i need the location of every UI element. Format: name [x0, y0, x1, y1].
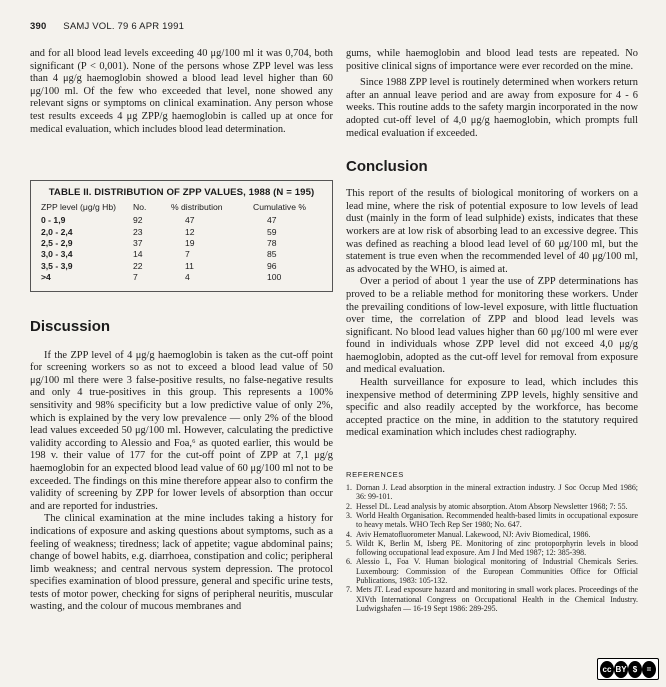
table-cell: 11 — [185, 260, 194, 271]
conclusion-paragraph-3: Health surveillance for exposure to lead, which includes this inexpensive method of determining ZPP levels, highly sensitive and specific and also readily accepted by the workforce, has become accepted practice on the mine, in addition to the statutory required medical examination which includes chest radiography. — [346, 377, 638, 439]
cc-icon: cc — [600, 661, 614, 678]
right-column — [346, 48, 638, 613]
table-row — [41, 272, 322, 283]
table-cell: 100 — [267, 272, 282, 283]
table-cell: 2,0 - 2,4 — [41, 226, 73, 237]
table-cell: 19 — [185, 237, 195, 248]
conclusion-paragraph-2: Over a period of about 1 year the use of ZPP determinations has proved to be a reliable method for monitoring these workers. Under the prevailing conditions of low-level exposure, with little fluctuation over time, the correlation of ZPP and blood lead levels was significant. No blood lead values higher than 60 μg/100 ml were ever found in individuals whose ZPP level did not exceed 4,0 μg/g haemoglobin, adopted as the cut-off level for removal from exposure and medical evaluation. — [346, 276, 638, 376]
table-cell: 12 — [185, 226, 195, 237]
table-row — [41, 238, 322, 249]
journal-citation: SAMJ VOL. 79 6 APR 1991 — [63, 21, 185, 32]
reference-item: 4. Aviv Hematofluorometer Manual. Lakewood, NJ: Aviv Biomedical, 1986. — [346, 529, 591, 539]
discussion-heading: Discussion — [30, 317, 111, 335]
table-cell: 14 — [133, 249, 143, 260]
table-cell: 7 — [133, 272, 138, 283]
table-cell: 78 — [267, 237, 277, 248]
col-header-zpp-level: ZPP level (μg/g Hb) — [41, 202, 117, 213]
col-header-no: No. — [133, 202, 147, 213]
reference-item: 6. Alessio L, Foa V. Human biological monitoring of Industrial Chemicals Series. Luxembourg: Commission of the European Communities Office for Official Publications, 1983: 105-132. — [346, 557, 638, 585]
reference-item: 3. World Health Organisation. Recommended health-based limits in occupational exposure to heavy metals. WHO Tech Rep Ser 1980; No. 647. — [346, 510, 638, 530]
table-cell: 23 — [133, 226, 143, 237]
col-header-cumulative: Cumulative % — [253, 202, 307, 213]
creative-commons-badge[interactable] — [597, 658, 659, 680]
references-section — [346, 470, 638, 613]
intro-paragraph: and for all blood lead levels exceeding 40 μg/100 ml it was 0,704, both significant (P < 0,001). None of the persons whose ZPP level was less than 4 μg/g haemoglobin showed a blood lead level higher than 60 μg/100 ml. Of the few who exceeded that level, none showed any relevant signs or symptoms on clinical examination. Any person whose test results exceeds 4 μg ZPP/g haemoglobin is called up at once for medical evaluation, which includes blood lead determination. — [30, 48, 333, 135]
running-head — [30, 21, 636, 32]
zpp-distribution-table — [30, 180, 333, 291]
noderivatives-icon: = — [642, 661, 656, 678]
conclusion-heading: Conclusion — [346, 158, 428, 176]
discussion-paragraph-2: The clinical examination at the mine includes taking a history for indications of exposure and asking questions about symptoms, such as a feeling of weakness; tiredness; lack of appetite; vague abdominal pains; change of bowel habits, e.g. diarrhoea, constipation and colic; peripheral limb weakness; and central nervous system depression. The protocol specifies examination of blood pressure, general and specific urine tests, tests of motor power, checking for signs of peripheral neuritis, muscular wasting, and the colour of mucous membranes and — [30, 513, 333, 613]
table-cell: 59 — [267, 226, 277, 237]
table-cell: 2,5 - 2,9 — [41, 237, 73, 248]
attribution-icon: BY — [614, 661, 628, 678]
table-cell: 22 — [133, 260, 143, 271]
table-row — [41, 215, 322, 226]
reference-item: 1. Dornan J. Lead absorption in the mineral extraction industry. J Soc Occup Med 1986; 36: 99-101. — [346, 483, 638, 502]
reference-item: 5. Wildt K, Berlin M, Isberg PE. Monitoring of zinc protoporphyrin levels in blood following occupational lead exposure. Am J Ind Med 1987; 12: 385-398. — [346, 538, 638, 558]
table-cell: 3,5 - 3,9 — [41, 260, 73, 271]
col-header-distribution: % distribution — [171, 202, 223, 213]
table-cell: 96 — [267, 260, 277, 271]
table-title: TABLE II. DISTRIBUTION OF ZPP VALUES, 1988 (N = 195) — [48, 187, 315, 199]
references-heading: REFERENCES — [346, 470, 404, 480]
since-1988-paragraph: Since 1988 ZPP level is routinely determined when workers return after an annual leave period and are away from exposure for 4 - 6 weeks. This routine adds to the safety margin incorporated in the now adopted cut-off level of 4,0 μg/g haemoglobin, which prompts full medical evaluation if exceeded. — [346, 77, 638, 139]
reference-item: 2. Hessel DL. Lead analysis by atomic absorption. Atom Absorp Newsletter 1968; 7: 55. — [346, 501, 628, 511]
table-cell: 92 — [133, 215, 143, 226]
table-row — [41, 227, 322, 238]
table-cell: 7 — [185, 249, 190, 260]
table-cell: 37 — [133, 237, 143, 248]
table-cell: >4 — [41, 272, 51, 283]
left-column — [30, 48, 333, 614]
reference-item: 7. Mets JT. Lead exposure hazard and monitoring in small work places. Proceedings of the XIVth International Congress on Occupational Health in the Chemical Industry. Ludwigshafen — 16-19 Sept 1986: 289-295. — [346, 585, 638, 613]
page-number: 390 — [30, 21, 47, 32]
conclusion-paragraph-1: This report of the results of biological monitoring of workers on a lead mine, where the risk of potential exposure to low levels of lead dust (mainly in the form of lead sulphide) exists, indicates that these workers are at low risk of absorbing lead to an excessive degree. This was defined as reaching a blood lead level of 60 μg/100 ml, but the statement is true even when the recommended level of 40 μg/100 ml, as advocated by the WHO, is aimed at. — [346, 188, 638, 275]
table-cell: 4 — [185, 272, 190, 283]
table-row — [41, 249, 322, 260]
table-cell: 47 — [267, 215, 277, 226]
table-cell: 0 - 1,9 — [41, 215, 66, 226]
table-header-row — [41, 202, 322, 212]
noncommercial-icon: $ — [628, 661, 642, 678]
discussion-paragraph-1: If the ZPP level of 4 μg/g haemoglobin is taken as the cut-off point for screening workers so as not to exceed a blood lead value of 50 μg/100 ml there were 3 false-positive results, no false-negative results and only 4 true-positives in this group. This represents a 100% sensitivity and 98% specificity but a low predictive value of only 2%, which is explained by the very low prevalence — only 2% of the blood lead values exceeded 50 μg/100 ml. However, calculating the predictive validity according to Alessio and Foa,⁶ as quoted earlier, this would be 198 v. their value of 177 for the cut-off point of ZPP at 7,1 μg/g haemoglobin for an expected blood lead value of 60 μg/100 ml not to be exceeded. The findings on this mine therefore appear also to confirm the validity of screening by ZPP for lower levels of absorption than occur and are reported for industries. — [30, 349, 333, 512]
continued-paragraph: gums, while haemoglobin and blood lead tests are repeated. No positive clinical signs of importance were ever recorded on the mine. — [346, 48, 638, 72]
table-cell: 3,0 - 3,4 — [41, 249, 73, 260]
table-cell: 47 — [185, 215, 195, 226]
table-cell: 85 — [267, 249, 277, 260]
table-row — [41, 261, 322, 272]
